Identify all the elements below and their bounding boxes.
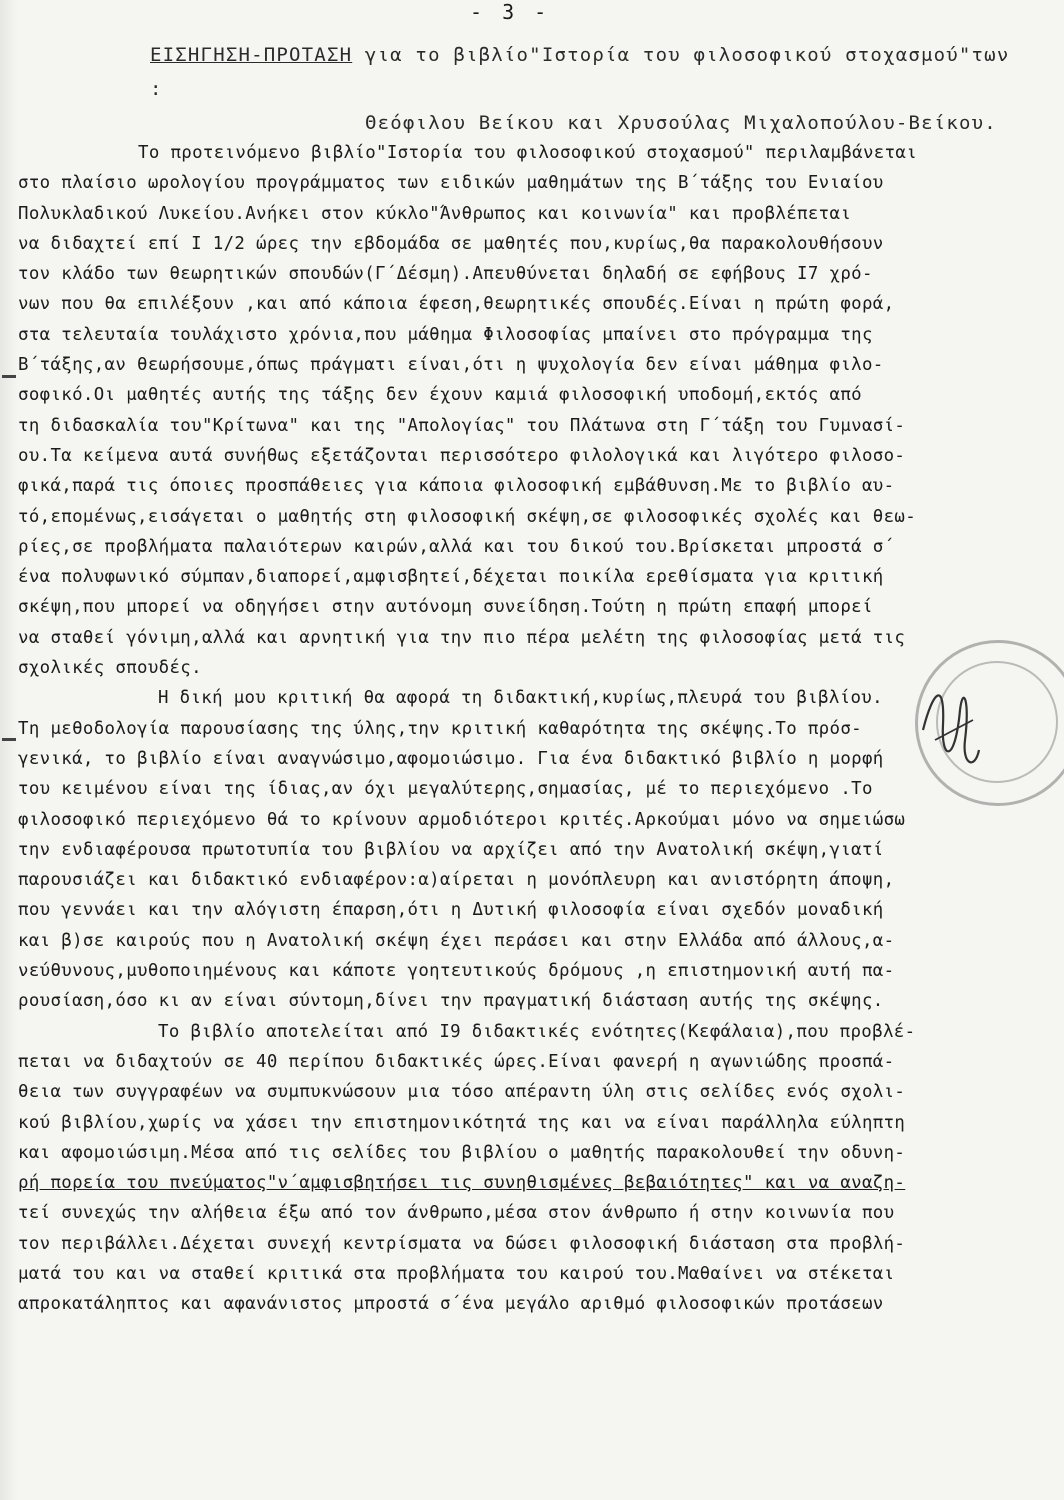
paragraph-line: τον κλάδο των θεωρητικών σπουδών(Γ΄Δέσμη).Απευθύνεται δηλαδή σε εφήβους Ι7 χρό- bbox=[18, 264, 873, 285]
paragraph-line: τον περιβάλλει.Δέχεται συνεχή κεντρίσματα να δώσει φιλοσοφική διάσταση στα προβλή- bbox=[18, 1233, 906, 1254]
paragraph-line: Το βιβλίο αποτελείται από Ι9 διδακτικές ενότητες(Κεφάλαια),που προβλέ- bbox=[158, 1021, 916, 1042]
paragraph-line: του κειμένου είναι της ίδιας,αν όχι μεγαλύτερης,σημασίας, μέ το περιεχόμενο .Το bbox=[18, 779, 873, 800]
paragraph-line: νεύθυνους,μυθοποιημένους και κάποτε γοητευτικούς δρόμους ,η επιστημονική αυτή πα- bbox=[18, 961, 895, 982]
paragraph-line: και αφομοιώσιμη.Μέσα από τις σελίδες του βιβλίου ο μαθητής παρακολουθεί την οδυνη- bbox=[18, 1142, 906, 1163]
paragraph-line: ένα πολυφωνικό σύμπαν,διαπορεί,αμφισβητεί,δέχεται ποικίλα ερεθίσματα για κριτική bbox=[18, 567, 884, 588]
paragraph-line: Β΄τάξης,αν θεωρήσουμε,όπως πράγματι είναι,ότι η ψυχολογία δεν είναι μάθημα φιλο- bbox=[18, 355, 884, 376]
paragraph-line: τό,επομένως,εισάγεται ο μαθητής στη φιλοσοφική σκέψη,σε φιλοσοφικές σχολές και θεω- bbox=[18, 506, 917, 527]
document-heading bbox=[150, 38, 1030, 140]
paragraph-line: νων που θα επιλέξουν ,και από κάποια έφεση,θεωρητικές σπουδές.Είναι η πρώτη φορά, bbox=[18, 294, 895, 315]
paragraph-line: Τη μεθοδολογία παρουσίασης της ύλης,την κριτική καθαρότητα της σκέψης.Το πρόσ- bbox=[18, 718, 862, 739]
paragraph-line: να διδαχτεί επί Ι 1/2 ώρες την εβδομάδα σε μαθητές που,κυρίως,θα παρακολουθήσουν bbox=[18, 233, 884, 254]
paragraph-line: σκέψη,που μπορεί να οδηγήσει στην αυτόνομη συνείδηση.Τούτη η πρώτη επαφή μπορεί bbox=[18, 597, 873, 618]
paragraph-line: να σταθεί γόνιμη,αλλά και αρνητική για την πιο πέρα μελέτη της φιλοσοφίας μετά τις bbox=[18, 627, 906, 648]
heading-line1-rest: για το βιβλίο"Ιστορία του φιλοσοφικού στοχασμού"των : bbox=[150, 44, 1010, 100]
paragraph-line: που γεννάει και την αλόγιστη έπαρση,ότι η Δυτική φιλοσοφία είναι σχεδόν μοναδική bbox=[18, 900, 884, 921]
paragraph-line: την ενδιαφέρουσα πρωτοτυπία του βιβλίου να αρχίζει από την Ανατολική σκέψη,γιατί bbox=[18, 839, 884, 860]
document-body bbox=[18, 138, 1038, 1320]
paragraph-line: τη διδασκαλία του"Κρίτωνα" και της "Απολογίας" του Πλάτωνα στη Γ΄τάξη του Γυμνασί- bbox=[18, 415, 906, 436]
paragraph-line: σχολικές σπουδές. bbox=[18, 658, 202, 679]
heading-lead: ΕΙΣΗΓΗΣΗ-ΠΡΟΤΑΣΗ bbox=[150, 44, 353, 66]
paragraph-line: πεται να διδαχτούν σε 40 περίπου διδακτικές ώρες.Είναι φανερή η αγωνιώδης προσπά- bbox=[18, 1051, 895, 1072]
paragraph-line: απροκατάληπτος και αφανάνιστος μπροστά σ΄ένα μεγάλο αριθμό φιλοσοφικών προτάσεων bbox=[18, 1294, 884, 1315]
paragraph-line: στα τελευταία τουλάχιστο χρόνια,που μάθημα Φιλοσοφίας μπαίνει στο πρόγραμμα της bbox=[18, 324, 873, 345]
page-number: - 3 - bbox=[470, 0, 551, 24]
paragraph-line: ρουσίαση,όσο κι αν είναι σύντομη,δίνει την πραγματική διάσταση αυτής της σκέψης. bbox=[18, 991, 884, 1012]
paragraph-line: ματά του και να σταθεί κριτικά στα προβλήματα του καιρού του.Μαθαίνει να στέκεται bbox=[18, 1263, 895, 1284]
paragraph-line: ου.Τα κείμενα αυτά συνήθως εξετάζονται περισσότερο φιλολογικά και λιγότερο φιλοσο- bbox=[18, 445, 906, 466]
handwritten-signature bbox=[915, 670, 985, 780]
paragraph-line: τεί συνεχώς την αλήθεια έξω από τον άνθρωπο,μέσα στον άνθρωπο ή στην κοινωνία που bbox=[18, 1203, 895, 1224]
paragraph-line: ρίες,σε προβλήματα παλαιότερων καιρών,αλλά και του δικού του.Βρίσκεται μπροστά σ΄ bbox=[18, 536, 895, 557]
paragraph-line: γενικά, το βιβλίο είναι αναγνώσιμο,αφομοιώσιμο. Για ένα διδακτικό βιβλίο η μορφή bbox=[18, 748, 884, 769]
paragraph-line: και β)σε καιρούς που η Ανατολική σκέψη έχει περάσει και στην Ελλάδα από άλλους,α- bbox=[18, 930, 895, 951]
margin-mark bbox=[2, 738, 16, 741]
paragraph-line: φικά,παρά τις όποιες προσπάθειες για κάποια φιλοσοφική εμβάθυνση.Με το βιβλίο αυ- bbox=[18, 476, 895, 497]
paragraph-line: στο πλαίσιο ωρολογίου προγράμματος των ειδικών μαθημάτων της Β΄τάξης του Ενιαίου bbox=[18, 173, 884, 194]
paragraph-line: φιλοσοφικό περιεχόμενο θά το κρίνουν αρμοδιότεροι κριτές.Αρκούμαι μόνο να σημειώσω bbox=[18, 809, 906, 830]
paragraph-line: θεια των συγγραφέων να συμπυκνώσουν μια τόσο απέραντη ύλη στις σελίδες ενός σχολι- bbox=[18, 1082, 906, 1103]
paragraph-line: Το προτεινόμενο βιβλίο"Ιστορία του φιλοσοφικού στοχασμού" περιλαμβάνεται bbox=[138, 143, 918, 163]
paragraph-line: Η δική μου κριτική θα αφορά τη διδακτική,κυρίως,πλευρά του βιβλίου. bbox=[158, 688, 883, 709]
paragraph-line: κού βιβλίου,χωρίς να χάσει την επιστημονικότητά της και να είναι παράλληλα εύληπτη bbox=[18, 1112, 906, 1133]
paragraph-line: σοφικό.Οι μαθητές αυτής της τάξης δεν έχουν καμιά φιλοσοφική υποδομή,εκτός από bbox=[18, 385, 862, 406]
margin-mark bbox=[2, 375, 16, 378]
paragraph-line: παρουσιάζει και διδακτικό ενδιαφέρον:α)αίρεται η μονόπλευρη και ανιστόρητη άποψη, bbox=[18, 870, 895, 891]
paragraph-line: Πολυκλαδικού Λυκείου.Ανήκει στον κύκλο"Άνθρωπος και κοινωνία" και προβλέπεται bbox=[18, 203, 852, 224]
paragraph-line-underlined: ρή πορεία του πνεύματος"ν΄αμφισβητήσει τις συνηθισμένες βεβαιότητες" και να αναζη- bbox=[18, 1173, 906, 1194]
heading-line2: Θεόφιλου Βείκου και Χρυσούλας Μιχαλοπούλου-Βείκου. bbox=[365, 112, 997, 134]
